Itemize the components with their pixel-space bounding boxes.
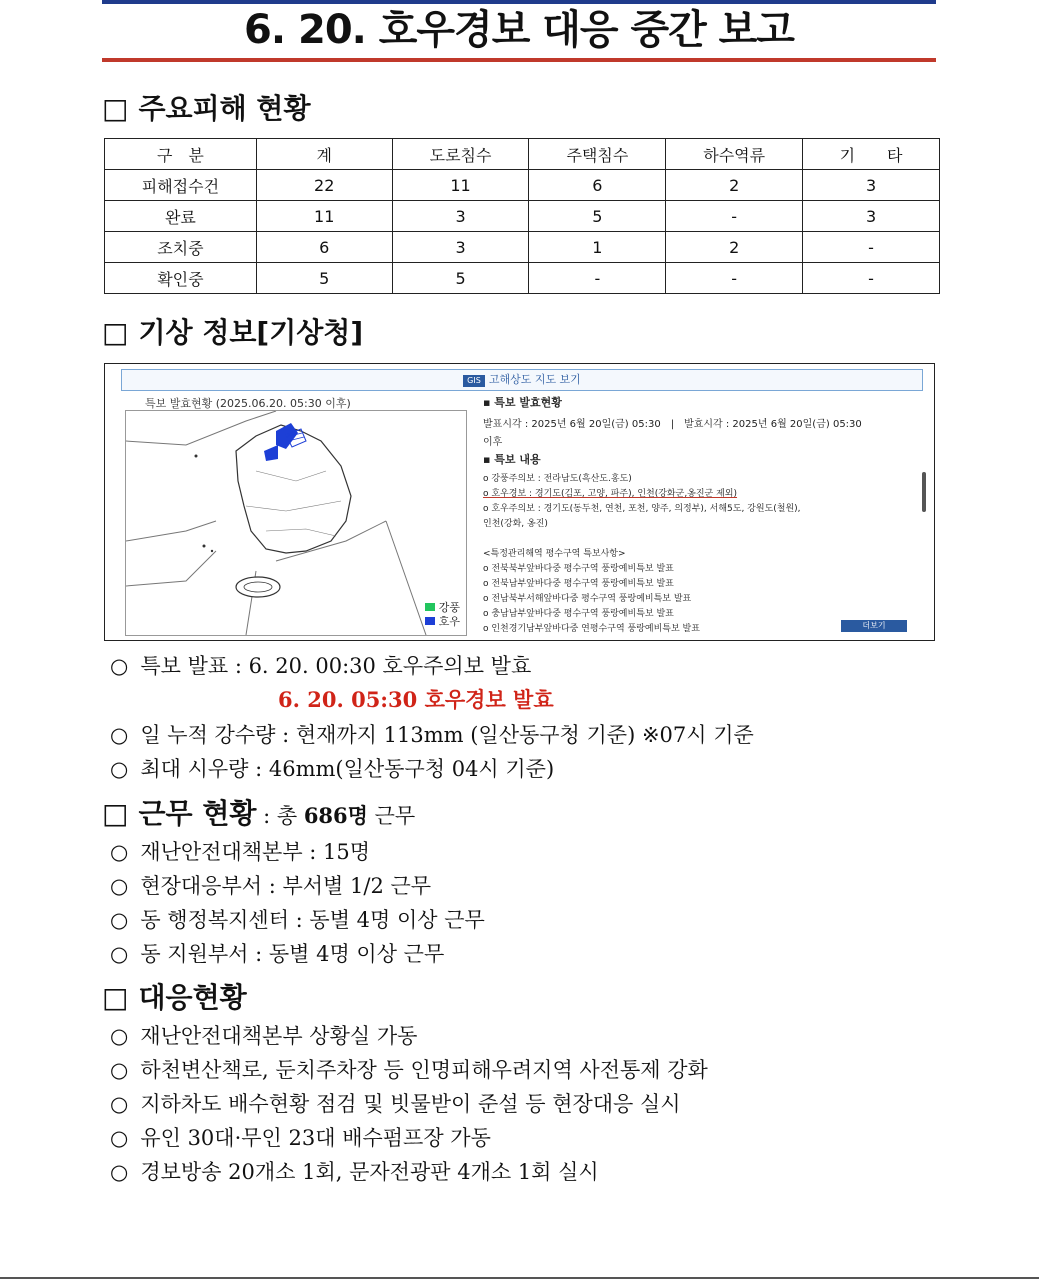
circle-bullet-icon: ○ [110, 942, 129, 966]
response-line [110, 1022, 417, 1050]
table-cell: - [803, 263, 940, 294]
table-cell: 3 [803, 170, 940, 201]
response-line [110, 1124, 491, 1152]
circle-bullet-icon: ○ [110, 840, 129, 864]
legend-swatch-icon [425, 617, 435, 625]
section-weather-heading [102, 316, 363, 350]
table-cell: 확인중 [105, 263, 257, 294]
checkbox-square-icon: □ [102, 92, 129, 125]
response-line-text: 경보방송 20개소 1회, 문자전광판 4개소 1회 실시 [140, 1160, 599, 1184]
circle-bullet-icon: ○ [110, 1160, 129, 1184]
table-cell: 완료 [105, 201, 257, 232]
legend-swatch-icon [425, 603, 435, 611]
table-cell: 6 [256, 232, 392, 263]
table-cell: 5 [392, 263, 529, 294]
circle-bullet-icon: ○ [110, 1024, 129, 1048]
map-view-label: 고해상도 지도 보기 [488, 373, 581, 386]
gis-logo-icon: GIS [463, 375, 485, 387]
table-header-cell: 하수역류 [666, 139, 803, 170]
section-response-title: 대응현황 [138, 981, 247, 1014]
summary-suffix: 근무 [367, 804, 416, 828]
work-line [110, 872, 431, 900]
legend-item-rain [425, 615, 460, 629]
work-line [110, 838, 370, 866]
page-bottom-rule [0, 1277, 1039, 1279]
table-cell: 조치중 [105, 232, 257, 263]
section-work-summary [256, 804, 415, 828]
circle-bullet-icon: ○ [110, 908, 129, 932]
damage-table [104, 138, 940, 294]
response-line-text: 지하차도 배수현황 점검 및 빗물받이 준설 등 현장대응 실시 [140, 1092, 681, 1116]
list-scrollbar[interactable] [922, 472, 926, 512]
map-legend [425, 601, 460, 629]
list-item: o 전북북부앞바다중 평수구역 풍랑예비특보 발표 [483, 564, 674, 574]
list-item: o 전북남부앞바다중 평수구역 풍랑예비특보 발표 [483, 579, 674, 589]
table-cell: 3 [803, 201, 940, 232]
map-view-link[interactable] [121, 369, 923, 391]
response-line [110, 1056, 708, 1084]
circle-bullet-icon: ○ [110, 757, 129, 781]
table-cell: 22 [256, 170, 392, 201]
table-header-cell: 계 [256, 139, 392, 170]
table-cell: 5 [529, 201, 666, 232]
table-header-cell: 구 분 [105, 139, 257, 170]
table-cell: 11 [256, 201, 392, 232]
circle-bullet-icon: ○ [110, 654, 129, 678]
weather-line-text: 특보 발표 : 6. 20. 00:30 호우주의보 발효 [140, 654, 532, 678]
summary-prefix: : 총 [256, 804, 304, 828]
issue-time: 발표시각 : 2025년 6월 20일(금) 05:30 | 발효시각 : 2025년 6월 20일(금) 05:30 [483, 419, 862, 430]
circle-bullet-icon: ○ [110, 723, 129, 747]
warning-map [125, 410, 467, 636]
list-item: o 인천경기남부앞바다중 연평수구역 풍랑예비특보 발표 [483, 624, 700, 634]
list-item: o 호우주의보 : 경기도(동두천, 연천, 포천, 양주, 의정부), 서해5도, 강원도(철원), [483, 504, 801, 514]
work-line-text: 재난안전대책본부 : 15명 [140, 840, 371, 864]
table-row [105, 201, 940, 232]
table-cell: 2 [666, 232, 803, 263]
table-cell: - [803, 232, 940, 263]
section-weather-title: 기상 정보[기상청] [138, 316, 364, 349]
weather-line-highlight [278, 686, 554, 714]
table-cell: - [529, 263, 666, 294]
list-item: o 호우경보 : 경기도(김포, 고양, 파주), 인천(강화군,옹진군 제외) [483, 489, 738, 499]
table-header-row [105, 139, 940, 170]
weather-line [110, 652, 531, 680]
response-line-text: 유인 30대·무인 23대 배수펌프장 가동 [140, 1126, 491, 1150]
more-button[interactable]: 더보기 [841, 620, 907, 632]
list-spacer [483, 532, 923, 547]
korea-map-icon [126, 411, 466, 635]
issue-time-cont: 이후 [483, 437, 503, 448]
work-line-text: 동 지원부서 : 동별 4명 이상 근무 [140, 942, 445, 966]
work-line [110, 940, 444, 968]
page-title: 6. 20. 호우경보 대응 중간 보고 [244, 7, 794, 53]
table-cell: - [666, 263, 803, 294]
table-row [105, 263, 940, 294]
content-title: ▪ 특보 내용 [483, 453, 541, 466]
circle-bullet-icon: ○ [110, 1058, 129, 1082]
weather-screenshot-panel [104, 363, 935, 641]
title-underline [102, 58, 936, 62]
weather-line-text: 6. 20. 05:30 호우경보 발효 [278, 687, 554, 712]
table-cell: 3 [392, 232, 529, 263]
table-header-cell: 기 타 [803, 139, 940, 170]
section-damage-title: 주요피해 현황 [138, 92, 311, 125]
weather-line [110, 755, 554, 783]
response-line [110, 1090, 681, 1118]
checkbox-square-icon: □ [102, 797, 129, 830]
circle-bullet-icon: ○ [110, 1126, 129, 1150]
weather-line-text: 최대 시우량 : 46mm(일산동구청 04시 기준) [140, 757, 555, 781]
section-work-title: 근무 현황 [138, 797, 257, 830]
work-line-text: 동 행정복지센터 : 동별 4명 이상 근무 [140, 908, 485, 932]
summary-total: 686명 [303, 803, 368, 828]
checkbox-square-icon: □ [102, 316, 129, 349]
table-cell: 피해접수건 [105, 170, 257, 201]
list-item: <특정관리해역 평수구역 특보사항> [483, 549, 626, 559]
response-line-text: 재난안전대책본부 상황실 가동 [140, 1024, 418, 1048]
section-damage-heading [102, 92, 311, 126]
work-line [110, 906, 485, 934]
work-line-text: 현장대응부서 : 부서별 1/2 근무 [140, 874, 432, 898]
response-line-text: 하천변산책로, 둔치주차장 등 인명피해우려지역 사전통제 강화 [140, 1058, 708, 1082]
table-row [105, 170, 940, 201]
warning-content-list [483, 472, 923, 636]
weather-line [110, 721, 754, 749]
list-item: o 전남북부서해앞바다중 평수구역 풍랑예비특보 발표 [483, 594, 692, 604]
table-cell: 6 [529, 170, 666, 201]
legend-item-wind [425, 601, 460, 615]
table-header-cell: 도로침수 [392, 139, 529, 170]
legend-label: 호우 [438, 615, 460, 628]
checkbox-square-icon: □ [102, 981, 129, 1014]
table-cell: 5 [256, 263, 392, 294]
circle-bullet-icon: ○ [110, 874, 129, 898]
circle-bullet-icon: ○ [110, 1092, 129, 1116]
section-work-heading [102, 797, 415, 833]
table-row [105, 232, 940, 263]
section-response-heading [102, 981, 247, 1015]
weather-line-text: 일 누적 강수량 : 현재까지 113mm (일산동구청 기준) ※07시 기준 [140, 723, 754, 747]
list-item: o 강풍주의보 : 전라남도(흑산도.홍도) [483, 474, 632, 484]
title-top-bar [102, 0, 936, 4]
status-title: ▪ 특보 발효현황 [483, 396, 562, 409]
warning-status [483, 394, 923, 472]
table-header-cell: 주택침수 [529, 139, 666, 170]
list-item: 인천(강화, 옹진) [483, 519, 548, 529]
map-title: 특보 발효현황 (2025.06.20. 05:30 이후) [145, 397, 351, 410]
list-item: o 충남남부앞바다중 평수구역 풍랑예비특보 발표 [483, 609, 674, 619]
response-line [110, 1158, 599, 1186]
table-cell: 2 [666, 170, 803, 201]
table-cell: 3 [392, 201, 529, 232]
table-cell: 11 [392, 170, 529, 201]
table-cell: - [666, 201, 803, 232]
legend-label: 강풍 [438, 601, 460, 614]
table-cell: 1 [529, 232, 666, 263]
